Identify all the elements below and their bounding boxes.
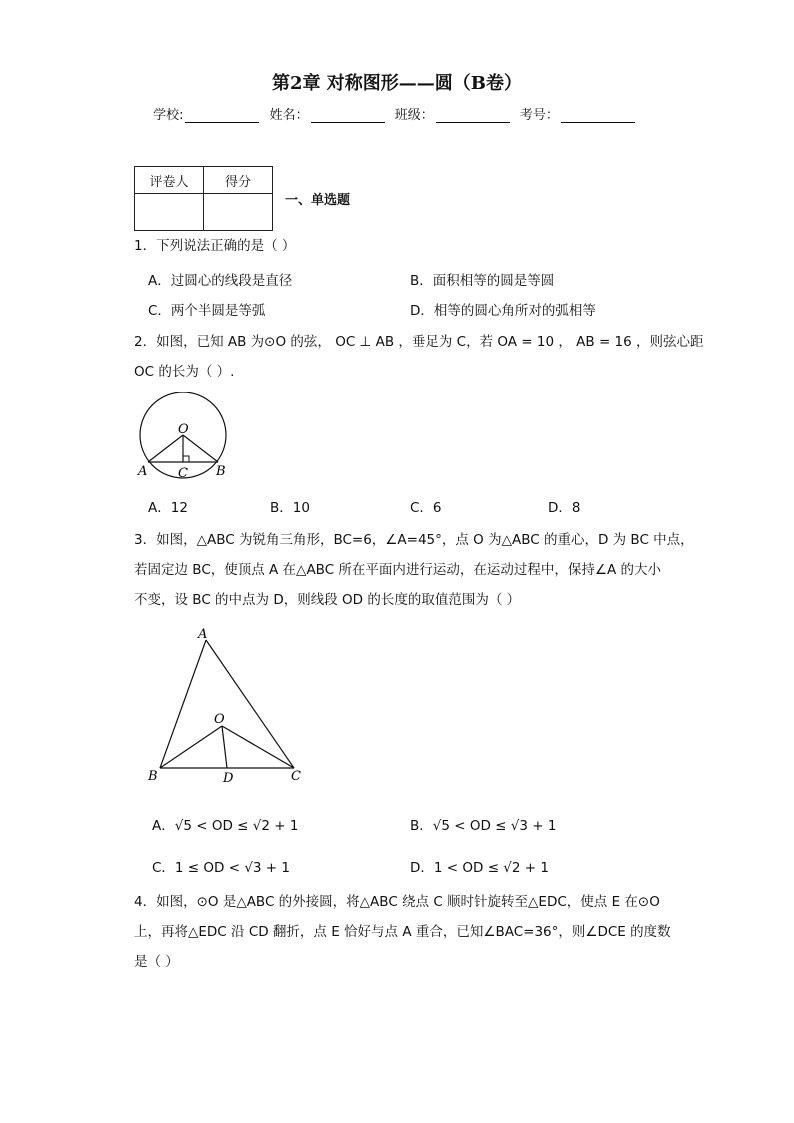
q3-option-a: A．√5 < OD ≤ √2 + 1 [152, 818, 299, 834]
q3-option-c: C．1 ≤ OD < √3 + 1 [152, 860, 290, 876]
q2-option-c: C．6 [410, 500, 442, 516]
q4-line-2: 上，再将△EDC 沿 CD 翻折，点 E 恰好与点 A 重合，已知∠BAC=36°，则∠DCE 的度数 [134, 924, 671, 940]
question-1-stem: 1．下列说法正确的是（ ） [134, 238, 296, 254]
segment-od [222, 726, 227, 768]
label-d: D [223, 771, 234, 786]
segment-ob [183, 435, 218, 462]
page-title: 第2章 对称图形——圆（B卷） [271, 73, 522, 94]
name-label: 姓名： [269, 108, 309, 123]
section-title: 一、单选题 [285, 193, 351, 208]
label-c: C [178, 466, 188, 481]
class-blank[interactable] [436, 108, 510, 123]
q2-option-b: B．10 [270, 500, 310, 516]
school-blank[interactable] [185, 108, 259, 123]
score-table [134, 166, 273, 231]
q1-option-d: D．相等的圆心角所对的弧相等 [410, 303, 596, 319]
label-c: C [291, 769, 301, 784]
q3-line-3: 不变，设 BC 的中点为 D，则线段 OD 的长度的取值范围为（ ） [134, 592, 521, 608]
q4-line-3: 是（ ） [134, 954, 179, 970]
grader-cell[interactable] [135, 194, 204, 231]
right-angle-mark [183, 456, 189, 462]
label-o: O [214, 712, 225, 727]
score-cell[interactable] [204, 194, 273, 231]
side-ac [206, 640, 294, 768]
label-o: O [178, 422, 189, 437]
label-a: A [198, 627, 208, 642]
segment-oc [222, 726, 294, 768]
label-b: B [216, 464, 226, 479]
q3-line-1: 3．如图，△ABC 为锐角三角形，BC=6，∠A=45°，点 O 为△ABC 的重心，D 为 BC 中点， [134, 532, 694, 548]
q1-option-b: B．面积相等的圆是等圆 [410, 273, 555, 289]
q3-triangle-figure [140, 622, 320, 787]
question-3-stem [134, 525, 694, 615]
segment-oa [148, 435, 183, 462]
question-4-stem [134, 887, 671, 977]
q1-option-c: C．两个半圆是等弧 [148, 303, 266, 319]
q3-line-2: 若固定边 BC，使顶点 A 在△ABC 所在平面内进行运动，在运动过程中，保持∠A 的大小 [134, 562, 662, 578]
q2-option-a: A．12 [148, 500, 188, 516]
q3-option-b: B．√5 < OD ≤ √3 + 1 [410, 818, 557, 834]
q2-circle-figure [134, 392, 234, 482]
student-info-line [0, 104, 794, 123]
label-b: B [148, 769, 158, 784]
exam-no-label: 考号： [519, 108, 559, 123]
grader-header: 评卷人 [135, 167, 204, 194]
exam-no-blank[interactable] [561, 108, 635, 123]
q1-option-a: A．过圆心的线段是直径 [148, 273, 293, 289]
q2-line-2: OC 的长为（ ）. [134, 364, 235, 380]
q2-option-d: D．8 [548, 500, 581, 516]
question-2-stem [134, 327, 704, 387]
q2-line-1: 2．如图，已知 AB 为⊙O 的弦， OC ⊥ AB ，垂足为 C，若 OA = 10 ， AB = 16 ，则弦心距 [134, 334, 704, 350]
score-header: 得分 [204, 167, 273, 194]
segment-ob [160, 726, 222, 768]
label-a: A [138, 464, 148, 479]
q3-option-d: D．1 < OD ≤ √2 + 1 [410, 860, 549, 876]
class-label: 班级： [394, 108, 434, 123]
name-blank[interactable] [311, 108, 385, 123]
q4-line-1: 4．如图，⊙O 是△ABC 的外接圆，将△ABC 绕点 C 顺时针旋转至△EDC，使点 E 在⊙O [134, 894, 660, 910]
school-label: 学校: [153, 108, 184, 123]
side-ab [160, 640, 206, 768]
